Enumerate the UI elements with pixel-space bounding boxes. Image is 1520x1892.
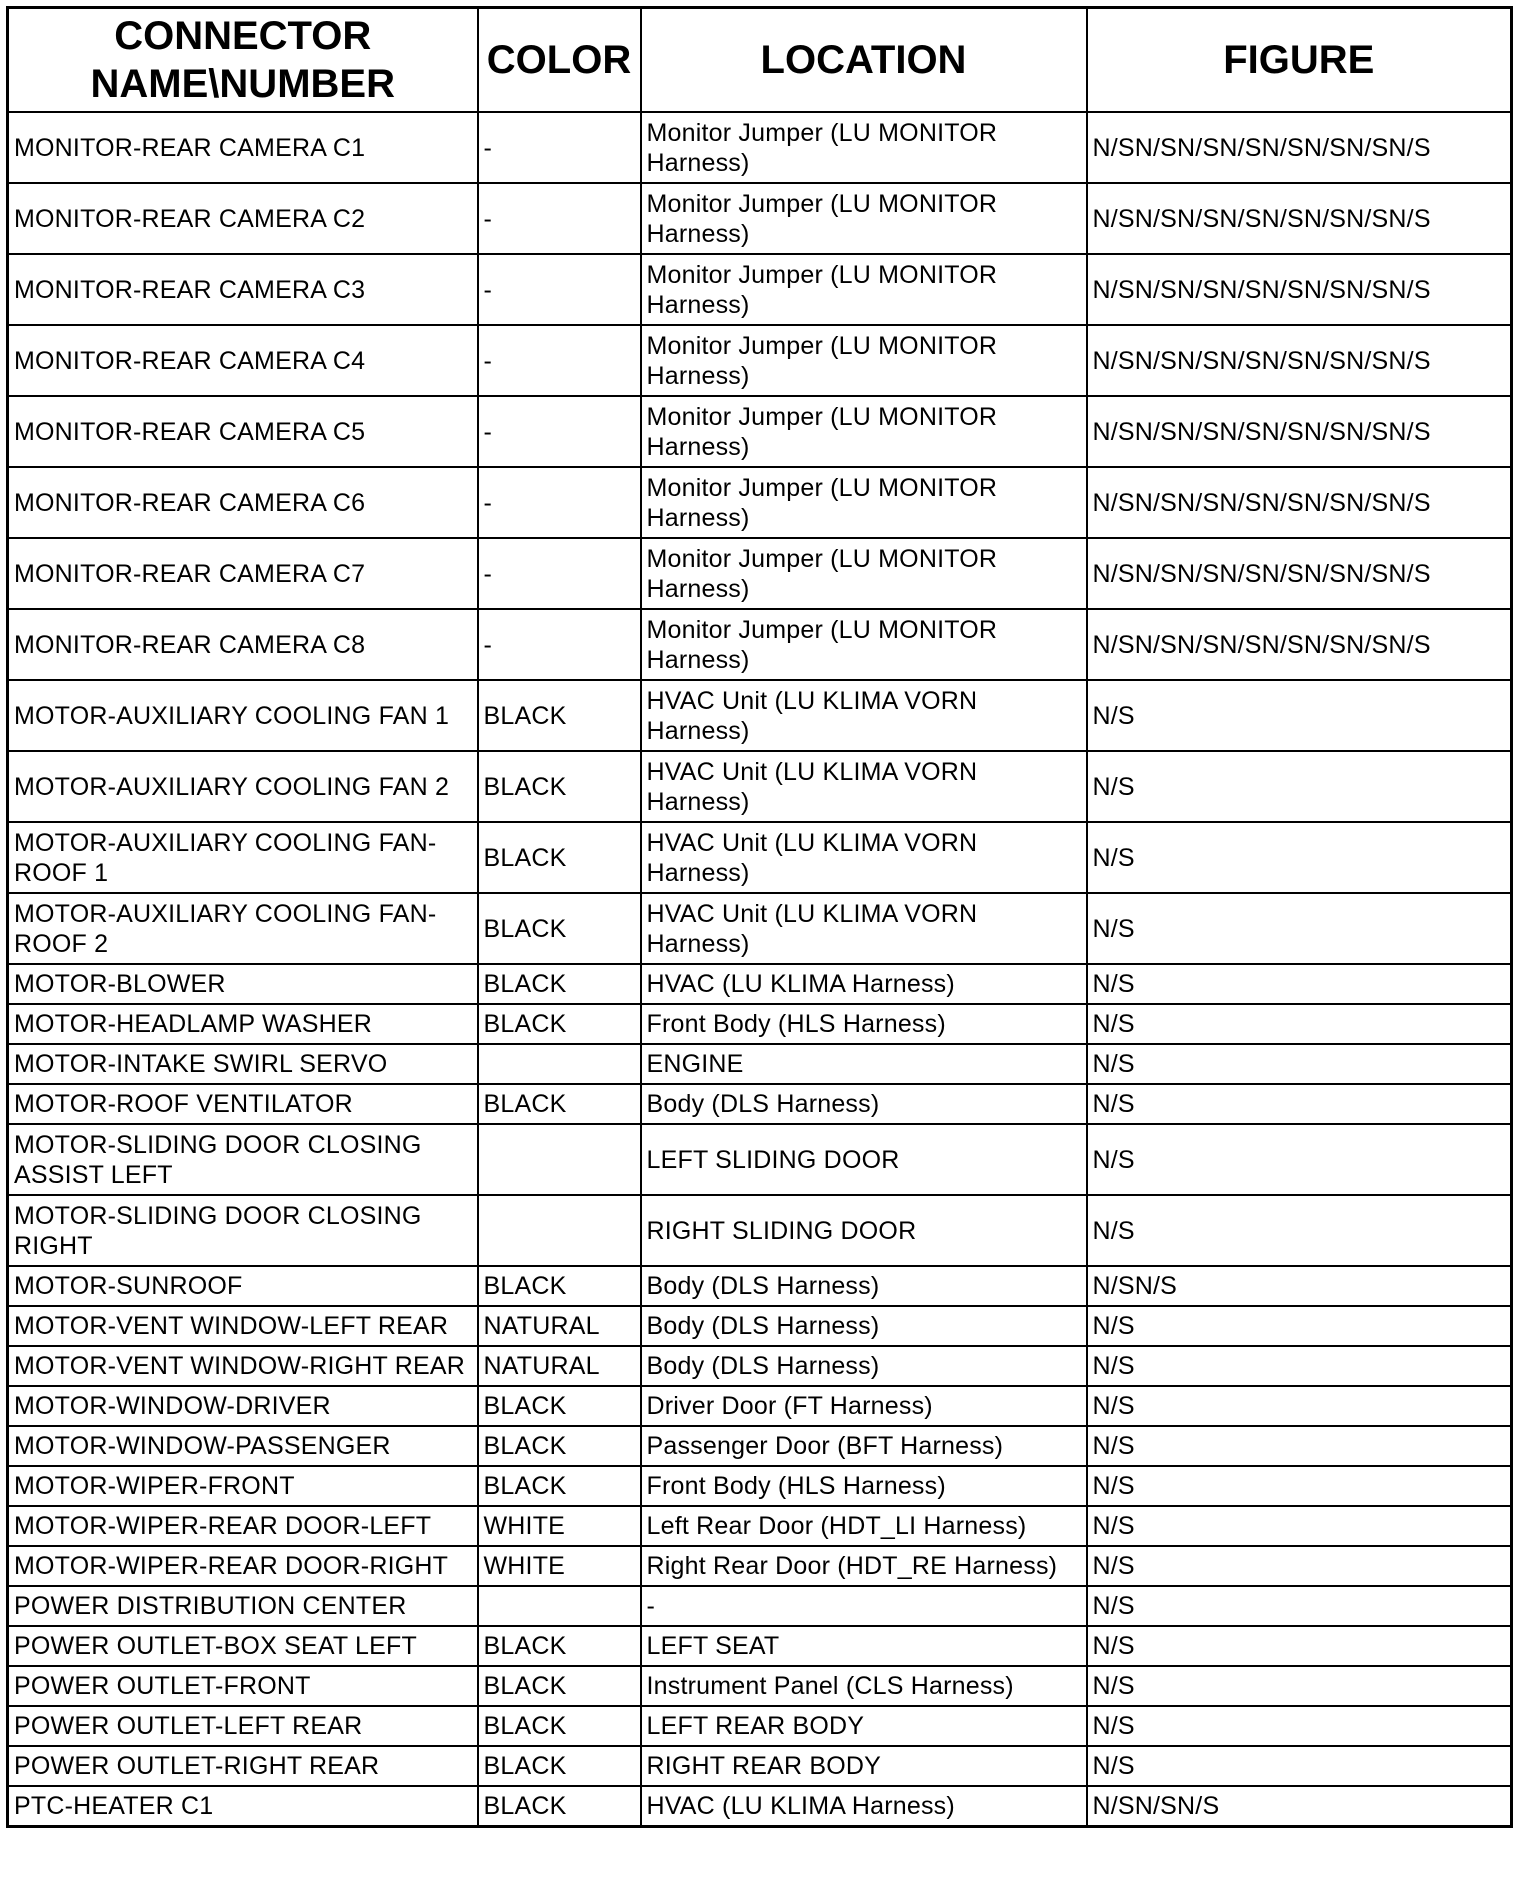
cell-location: Instrument Panel (CLS Harness) — [641, 1666, 1087, 1706]
cell-connector-name: MOTOR-ROOF VENTILATOR — [8, 1084, 478, 1124]
cell-figure: N/SN/S — [1087, 1266, 1512, 1306]
table-row — [8, 112, 1512, 183]
cell-color — [478, 1195, 641, 1266]
table-row — [8, 680, 1512, 751]
cell-location: Driver Door (FT Harness) — [641, 1386, 1087, 1426]
cell-figure: N/SN/SN/S — [1087, 1786, 1512, 1827]
cell-figure: N/SN/SN/SN/SN/SN/SN/SN/S — [1087, 396, 1512, 467]
cell-color: BLACK — [478, 751, 641, 822]
header-connector-name-line1: CONNECTOR — [114, 14, 372, 58]
connector-table-sheet — [6, 6, 1510, 1828]
cell-connector-name: MOTOR-WINDOW-DRIVER — [8, 1386, 478, 1426]
table-row — [8, 1124, 1512, 1195]
cell-figure: N/S — [1087, 1666, 1512, 1706]
cell-location: HVAC (LU KLIMA Harness) — [641, 964, 1087, 1004]
cell-color: - — [478, 325, 641, 396]
cell-connector-name: POWER DISTRIBUTION CENTER — [8, 1586, 478, 1626]
cell-color: - — [478, 183, 641, 254]
cell-connector-name: MOTOR-VENT WINDOW-LEFT REAR — [8, 1306, 478, 1346]
cell-color: BLACK — [478, 1666, 641, 1706]
cell-figure: N/SN/SN/SN/SN/SN/SN/SN/S — [1087, 254, 1512, 325]
cell-color: BLACK — [478, 822, 641, 893]
cell-figure: N/SN/SN/SN/SN/SN/SN/SN/S — [1087, 609, 1512, 680]
cell-connector-name: MONITOR-REAR CAMERA C4 — [8, 325, 478, 396]
cell-location: LEFT REAR BODY — [641, 1706, 1087, 1746]
cell-color — [478, 1124, 641, 1195]
cell-figure: N/S — [1087, 1306, 1512, 1346]
table-row — [8, 1786, 1512, 1827]
table-row — [8, 893, 1512, 964]
cell-location: Left Rear Door (HDT_LI Harness) — [641, 1506, 1087, 1546]
cell-connector-name: POWER OUTLET-RIGHT REAR — [8, 1746, 478, 1786]
cell-connector-name: POWER OUTLET-FRONT — [8, 1666, 478, 1706]
table-row — [8, 1546, 1512, 1586]
table-row — [8, 183, 1512, 254]
table-row — [8, 1506, 1512, 1546]
cell-location: HVAC Unit (LU KLIMA VORN Harness) — [641, 680, 1087, 751]
cell-figure: N/S — [1087, 1044, 1512, 1084]
table-row — [8, 609, 1512, 680]
cell-figure: N/S — [1087, 1466, 1512, 1506]
cell-connector-name: MOTOR-BLOWER — [8, 964, 478, 1004]
cell-connector-name: MOTOR-SUNROOF — [8, 1266, 478, 1306]
cell-color: WHITE — [478, 1506, 641, 1546]
cell-location: Monitor Jumper (LU MONITOR Harness) — [641, 254, 1087, 325]
cell-color: - — [478, 538, 641, 609]
table-row — [8, 1426, 1512, 1466]
cell-location: Body (DLS Harness) — [641, 1306, 1087, 1346]
cell-figure: N/S — [1087, 1426, 1512, 1466]
cell-connector-name: MONITOR-REAR CAMERA C8 — [8, 609, 478, 680]
cell-figure: N/S — [1087, 1346, 1512, 1386]
cell-connector-name: MOTOR-AUXILIARY COOLING FAN 2 — [8, 751, 478, 822]
table-row — [8, 254, 1512, 325]
cell-color: BLACK — [478, 1466, 641, 1506]
header-location: LOCATION — [641, 8, 1087, 113]
cell-figure: N/SN/SN/SN/SN/SN/SN/SN/S — [1087, 467, 1512, 538]
table-row — [8, 1266, 1512, 1306]
cell-connector-name: MOTOR-VENT WINDOW-RIGHT REAR — [8, 1346, 478, 1386]
cell-location: Passenger Door (BFT Harness) — [641, 1426, 1087, 1466]
cell-color: BLACK — [478, 964, 641, 1004]
cell-location: HVAC (LU KLIMA Harness) — [641, 1786, 1087, 1827]
cell-connector-name: MOTOR-SLIDING DOOR CLOSING RIGHT — [8, 1195, 478, 1266]
cell-figure: N/SN/SN/SN/SN/SN/SN/SN/S — [1087, 325, 1512, 396]
table-row — [8, 1386, 1512, 1426]
cell-connector-name: POWER OUTLET-LEFT REAR — [8, 1706, 478, 1746]
cell-location: Right Rear Door (HDT_RE Harness) — [641, 1546, 1087, 1586]
cell-color: BLACK — [478, 1626, 641, 1666]
cell-figure: N/S — [1087, 964, 1512, 1004]
cell-figure: N/S — [1087, 1084, 1512, 1124]
cell-color — [478, 1586, 641, 1626]
cell-color: - — [478, 112, 641, 183]
cell-connector-name: MONITOR-REAR CAMERA C6 — [8, 467, 478, 538]
cell-location: Monitor Jumper (LU MONITOR Harness) — [641, 467, 1087, 538]
header-connector-name-line2: NAME\NUMBER — [90, 62, 395, 106]
connector-table — [6, 6, 1513, 1828]
table-row — [8, 1706, 1512, 1746]
header-figure: FIGURE — [1087, 8, 1512, 113]
cell-color: BLACK — [478, 1266, 641, 1306]
cell-location: Front Body (HLS Harness) — [641, 1004, 1087, 1044]
cell-color: WHITE — [478, 1546, 641, 1586]
table-row — [8, 1666, 1512, 1706]
cell-figure: N/SN/SN/SN/SN/SN/SN/SN/S — [1087, 538, 1512, 609]
table-row — [8, 1626, 1512, 1666]
cell-color: BLACK — [478, 893, 641, 964]
cell-location: HVAC Unit (LU KLIMA VORN Harness) — [641, 822, 1087, 893]
table-row — [8, 1044, 1512, 1084]
cell-figure: N/S — [1087, 1586, 1512, 1626]
cell-connector-name: MOTOR-WIPER-REAR DOOR-RIGHT — [8, 1546, 478, 1586]
table-row — [8, 751, 1512, 822]
cell-figure: N/S — [1087, 1386, 1512, 1426]
cell-connector-name: MOTOR-AUXILIARY COOLING FAN-ROOF 1 — [8, 822, 478, 893]
header-color: COLOR — [478, 8, 641, 113]
cell-figure: N/S — [1087, 1546, 1512, 1586]
cell-location: LEFT SEAT — [641, 1626, 1087, 1666]
cell-connector-name: MOTOR-AUXILIARY COOLING FAN 1 — [8, 680, 478, 751]
cell-location: HVAC Unit (LU KLIMA VORN Harness) — [641, 893, 1087, 964]
cell-connector-name: MOTOR-HEADLAMP WASHER — [8, 1004, 478, 1044]
table-row — [8, 1004, 1512, 1044]
cell-figure: N/S — [1087, 1626, 1512, 1666]
cell-color — [478, 1044, 641, 1084]
cell-location: RIGHT REAR BODY — [641, 1746, 1087, 1786]
cell-location: Monitor Jumper (LU MONITOR Harness) — [641, 396, 1087, 467]
cell-connector-name: MOTOR-AUXILIARY COOLING FAN-ROOF 2 — [8, 893, 478, 964]
table-row — [8, 325, 1512, 396]
cell-color: BLACK — [478, 1386, 641, 1426]
cell-connector-name: POWER OUTLET-BOX SEAT LEFT — [8, 1626, 478, 1666]
cell-connector-name: MONITOR-REAR CAMERA C3 — [8, 254, 478, 325]
header-connector-name — [8, 8, 478, 113]
cell-connector-name: MOTOR-WIPER-REAR DOOR-LEFT — [8, 1506, 478, 1546]
cell-color: BLACK — [478, 1786, 641, 1827]
cell-color: BLACK — [478, 680, 641, 751]
cell-connector-name: MONITOR-REAR CAMERA C1 — [8, 112, 478, 183]
cell-figure: N/S — [1087, 1506, 1512, 1546]
cell-color: - — [478, 467, 641, 538]
cell-figure: N/S — [1087, 1195, 1512, 1266]
cell-figure: N/S — [1087, 1124, 1512, 1195]
cell-figure: N/S — [1087, 822, 1512, 893]
cell-figure: N/S — [1087, 680, 1512, 751]
cell-color: BLACK — [478, 1004, 641, 1044]
cell-location: Body (DLS Harness) — [641, 1346, 1087, 1386]
cell-location: ENGINE — [641, 1044, 1087, 1084]
cell-location: Monitor Jumper (LU MONITOR Harness) — [641, 112, 1087, 183]
cell-figure: N/SN/SN/SN/SN/SN/SN/SN/S — [1087, 112, 1512, 183]
cell-color: BLACK — [478, 1426, 641, 1466]
table-row — [8, 467, 1512, 538]
cell-color: NATURAL — [478, 1346, 641, 1386]
cell-connector-name: MOTOR-WIPER-FRONT — [8, 1466, 478, 1506]
table-row — [8, 396, 1512, 467]
cell-color: - — [478, 396, 641, 467]
cell-connector-name: PTC-HEATER C1 — [8, 1786, 478, 1827]
cell-color: BLACK — [478, 1084, 641, 1124]
cell-location: LEFT SLIDING DOOR — [641, 1124, 1087, 1195]
cell-color: - — [478, 254, 641, 325]
cell-connector-name: MOTOR-WINDOW-PASSENGER — [8, 1426, 478, 1466]
table-row — [8, 1746, 1512, 1786]
cell-location: Monitor Jumper (LU MONITOR Harness) — [641, 609, 1087, 680]
cell-figure: N/S — [1087, 1706, 1512, 1746]
cell-location: Body (DLS Harness) — [641, 1266, 1087, 1306]
cell-color: - — [478, 609, 641, 680]
cell-connector-name: MOTOR-SLIDING DOOR CLOSING ASSIST LEFT — [8, 1124, 478, 1195]
cell-figure: N/S — [1087, 1746, 1512, 1786]
table-row — [8, 964, 1512, 1004]
cell-color: BLACK — [478, 1706, 641, 1746]
table-row — [8, 822, 1512, 893]
cell-connector-name: MONITOR-REAR CAMERA C5 — [8, 396, 478, 467]
table-row — [8, 1586, 1512, 1626]
table-row — [8, 1084, 1512, 1124]
table-row — [8, 1466, 1512, 1506]
cell-location: Body (DLS Harness) — [641, 1084, 1087, 1124]
cell-figure: N/S — [1087, 1004, 1512, 1044]
cell-color: BLACK — [478, 1746, 641, 1786]
cell-location: Monitor Jumper (LU MONITOR Harness) — [641, 183, 1087, 254]
table-row — [8, 1195, 1512, 1266]
cell-figure: N/SN/SN/SN/SN/SN/SN/SN/S — [1087, 183, 1512, 254]
cell-location: Monitor Jumper (LU MONITOR Harness) — [641, 325, 1087, 396]
table-row — [8, 1346, 1512, 1386]
table-row — [8, 538, 1512, 609]
cell-figure: N/S — [1087, 893, 1512, 964]
cell-location: HVAC Unit (LU KLIMA VORN Harness) — [641, 751, 1087, 822]
cell-figure: N/S — [1087, 751, 1512, 822]
cell-connector-name: MOTOR-INTAKE SWIRL SERVO — [8, 1044, 478, 1084]
cell-color: NATURAL — [478, 1306, 641, 1346]
header-row — [8, 8, 1512, 113]
cell-location: RIGHT SLIDING DOOR — [641, 1195, 1087, 1266]
cell-connector-name: MONITOR-REAR CAMERA C2 — [8, 183, 478, 254]
cell-connector-name: MONITOR-REAR CAMERA C7 — [8, 538, 478, 609]
cell-location: - — [641, 1586, 1087, 1626]
table-row — [8, 1306, 1512, 1346]
cell-location: Front Body (HLS Harness) — [641, 1466, 1087, 1506]
cell-location: Monitor Jumper (LU MONITOR Harness) — [641, 538, 1087, 609]
